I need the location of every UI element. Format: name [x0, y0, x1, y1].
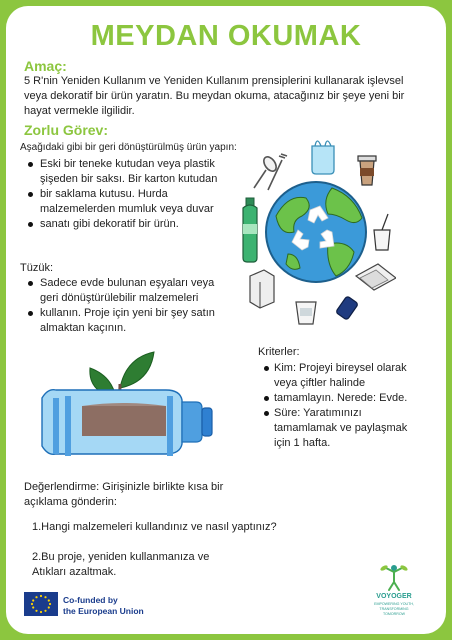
logo-tagline-1: EMPOWERING YOUTH,: [374, 602, 414, 606]
kriterler-list: [262, 361, 422, 451]
list-item: Sadece evde bulunan eşyaları veya geri dönüştürülebilir malzemeleri: [24, 276, 224, 306]
list-item: Süre: Yaratımınızı tamamlamak ve paylaşmak için 1 hafta.: [262, 406, 422, 451]
food-container-icon: [356, 264, 396, 290]
challenge-card: [6, 6, 446, 634]
globe-icon: [266, 182, 366, 282]
question-1: 1.Hangi malzemeleri kullandınız ve nasıl yaptınız?: [32, 521, 277, 533]
voyoger-logo-icon: [376, 562, 412, 592]
tuzuk-heading: Tüzük:: [20, 262, 54, 274]
amac-text: 5 R'nin Yeniden Kullanım ve Yeniden Kullanım prensiplerini kullanarak işlevsel veya dekoratif bir ürün yaratın. Bu meydan okuma, atacağınız bir şeye yeni bir hayat vermekle ilgilidir.: [24, 75, 405, 117]
eu-cofunded-line1: Co-funded by: [63, 595, 118, 605]
eu-cofunded-line2: the European Union: [63, 606, 144, 616]
paper-cup-icon: [296, 302, 316, 324]
tuzuk-list: [24, 276, 224, 336]
coffee-cup-icon: [358, 156, 376, 185]
list-item: tamamlayın. Nerede: Evde.: [262, 391, 422, 406]
logo-name: VOYOGER: [376, 593, 412, 600]
amac-heading: Amaç:: [24, 58, 67, 74]
can-icon: [336, 296, 359, 320]
kriterler-heading: Kriterler:: [258, 346, 300, 358]
logo-tagline-2: TRANSFORMING: [379, 607, 409, 611]
list-item: kullanın. Proje için yeni bir şey satın almaktan kaçının.: [24, 306, 224, 336]
eu-flag-icon: [24, 592, 58, 616]
degerlendirme-text: Değerlendirme: Girişinizle birlikte kısa bir açıklama gönderin:: [24, 481, 224, 508]
list-item: sanatı gibi dekoratif bir ürün.: [24, 217, 242, 232]
bottle-planter-illustration: [34, 340, 232, 472]
list-item: bir saklama kutusu. Hurda malzemelerden mumluk veya duvar: [24, 187, 242, 217]
page-title: MEYDAN OKUMAK: [90, 20, 362, 52]
bottle-icon: [243, 198, 257, 262]
question-2: 2.Bu proje, yeniden kullanmanıza ve Atıkları azaltmak.: [32, 551, 210, 578]
list-item: Eski bir teneke kutudan veya plastik şişeden bir saksı. Bir karton kutudan: [24, 157, 242, 187]
zorlu-list: [24, 157, 242, 232]
drink-cup-icon: [374, 214, 390, 250]
plastic-bag-icon: [312, 141, 334, 174]
plastic-bottle-planter-icon: [42, 390, 212, 456]
list-item: Kim: Projeyi bireysel olarak veya çiftler halinde: [262, 361, 422, 391]
zorlu-heading: Zorlu Görev:: [24, 122, 109, 138]
cutlery-icon: [254, 154, 287, 190]
zorlu-intro: Aşağıdaki gibi bir geri dönüştürülmüş ürün yapın:: [20, 142, 237, 153]
milk-carton-icon: [250, 270, 274, 308]
recycling-globe-illustration: [224, 126, 396, 326]
logo-tagline-3: TOMORROW: [382, 612, 406, 616]
